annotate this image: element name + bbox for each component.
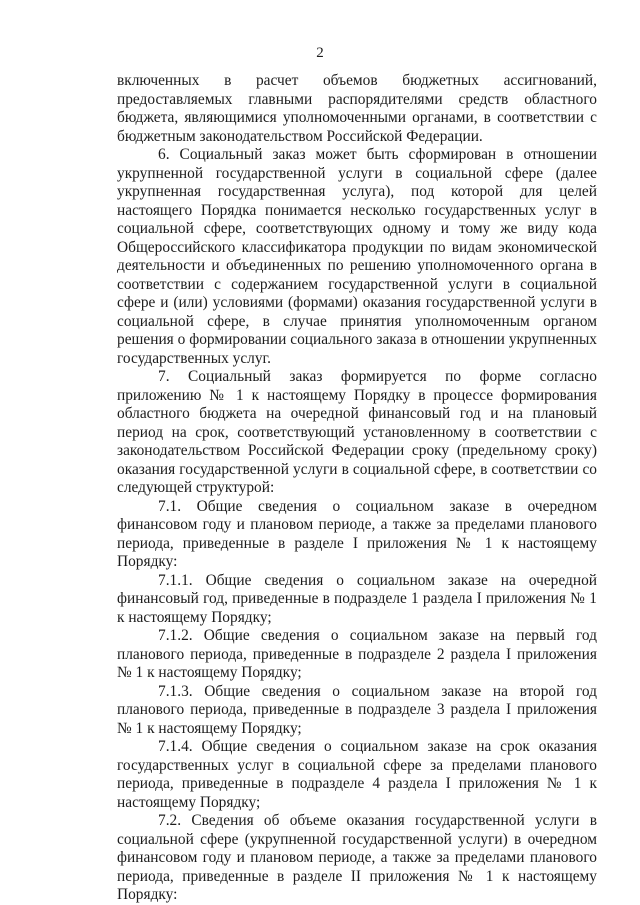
- paragraph-item-7-1-4: 7.1.4. Общие сведения о социальном заказе на срок оказания государственных услуг в социальной сфере за пределами планового периода, приведенные в подразделе 4 раздела I приложения № 1 к настоящему Порядку;: [117, 738, 597, 811]
- paragraph-item-7-1-2: 7.1.2. Общие сведения о социальном заказе на первый год планового периода, приведенные в подразделе 2 раздела I приложения № 1 к настоящему Порядку;: [117, 627, 597, 681]
- paragraph-item-6: 6. Социальный заказ может быть сформирован в отношении укрупненной государственной услуги в социальной сфере (далее укрупненная государственная услуга), под которой для целей настоящего Порядка понимается несколько государственных услуг в социальной сфере, соответствующих одному и тому же виду кода Общероссийского классификатора продукции по видам экономической деятельности и объединенных по решению уполномоченного органа в соответствии с содержанием государственной услуги в социальной сфере и (или) условиями (формами) оказания государственной услуги в социальной сфере, в случае принятия уполномоченным органом решения о формировании социального заказа в отношении укрупненных государственных услуг.: [117, 146, 597, 367]
- paragraph-continuation: включенных в расчет объемов бюджетных ассигнований, предоставляемых главными распорядителями средств областного бюджета, являющимися уполномоченными органами, в соответствии с бюджетным законодательством Российской Федерации.: [117, 72, 597, 145]
- paragraph-item-7-2: 7.2. Сведения об объеме оказания государственной услуги в социальной сфере (укрупненной государственной услуги) в очередном финансовом году и плановом периоде, а также за пределами планового периода, приведенные в разделе II приложения № 1 к настоящему Порядку:: [117, 812, 597, 903]
- paragraph-item-7: 7. Социальный заказ формируется по форме согласно приложению № 1 к настоящему Порядку в процессе формирования областного бюджета на очередной финансовый год и на плановый период на срок, соответствующий установленному в соответствии с законодательством Российской Федерации сроку (предельному сроку) оказания государственной услуги в социальной сфере, в соответствии со следующей структурой:: [117, 368, 597, 496]
- document-body: [117, 72, 597, 905]
- page-number: 2: [316, 45, 324, 61]
- paragraph-item-7-1-3: 7.1.3. Общие сведения о социальном заказе на второй год планового периода, приведенные в подразделе 3 раздела I приложения № 1 к настоящему Порядку;: [117, 682, 597, 737]
- paragraph-item-7-1: 7.1. Общие сведения о социальном заказе в очередном финансовом году и плановом периоде, а также за пределами планового периода, приведенные в разделе I приложения № 1 к настоящему Порядку:: [117, 497, 597, 570]
- paragraph-item-7-1-1: 7.1.1. Общие сведения о социальном заказе на очередной финансовый год, приведенные в подразделе 1 раздела I приложения № 1 к настоящему Порядку;: [117, 571, 597, 626]
